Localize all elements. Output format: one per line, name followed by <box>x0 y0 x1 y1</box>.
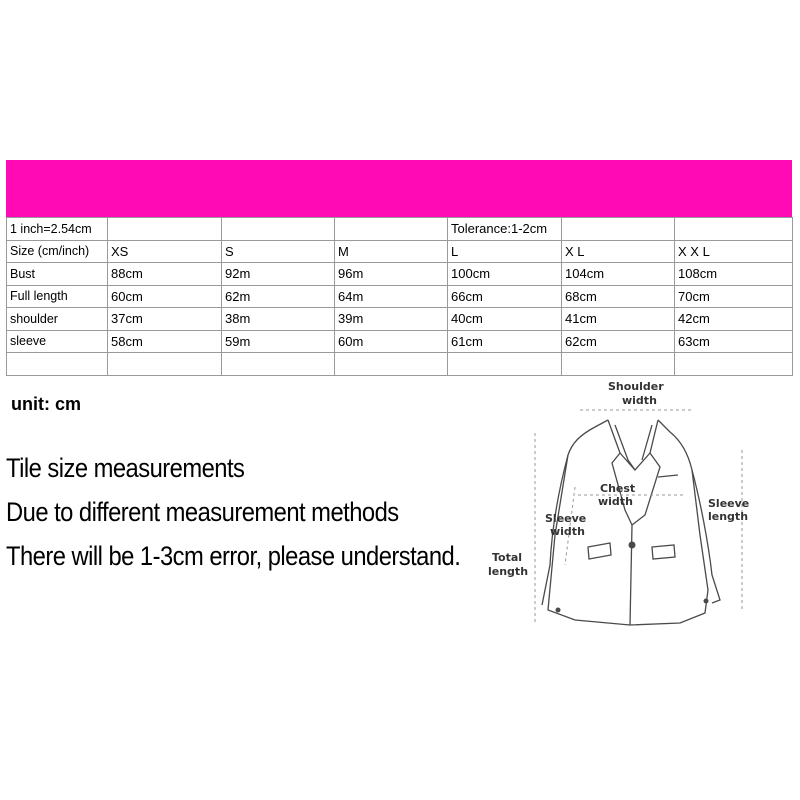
empty-cell <box>335 353 448 376</box>
empty-cell <box>222 218 335 241</box>
table-cell: 92m <box>222 263 335 286</box>
table-cell: 58cm <box>108 330 222 353</box>
empty-cell <box>108 353 222 376</box>
table-cell: 42cm <box>675 308 793 331</box>
header-cell: X L <box>562 240 675 263</box>
table-cell: 59m <box>222 330 335 353</box>
row-label: Full length <box>7 285 108 308</box>
tolerance-note: Tolerance:1-2cm <box>448 218 562 241</box>
table-cell: 38m <box>222 308 335 331</box>
sleeve-width-label-1: Sleeve <box>545 512 587 525</box>
note-line: There will be 1-3cm error, please understand. <box>6 541 461 571</box>
table-row <box>7 285 793 308</box>
notes-block <box>6 446 460 578</box>
button-icon <box>704 599 709 604</box>
table-cell: 60cm <box>108 285 222 308</box>
row-label: Bust <box>7 263 108 286</box>
table-cell: 41cm <box>562 308 675 331</box>
header-cell: M <box>335 240 448 263</box>
table-cell: 61cm <box>448 330 562 353</box>
header-cell: S <box>222 240 335 263</box>
table-cell: 60m <box>335 330 448 353</box>
table-row <box>7 308 793 331</box>
header-cell: Size (cm/inch) <box>7 240 108 263</box>
row-label: sleeve <box>7 330 108 353</box>
empty-cell <box>562 353 675 376</box>
empty-cell <box>222 353 335 376</box>
table-cell: 62cm <box>562 330 675 353</box>
table-cell: 108cm <box>675 263 793 286</box>
table-cell: 68cm <box>562 285 675 308</box>
empty-cell <box>562 218 675 241</box>
empty-cell <box>7 353 108 376</box>
table-cell: 63cm <box>675 330 793 353</box>
conversion-note: 1 inch=2.54cm <box>7 218 108 241</box>
note-line: Due to different measurement methods <box>6 497 399 527</box>
table-cell: 100cm <box>448 263 562 286</box>
total-length-label-2: length <box>488 565 529 578</box>
table-cell: 39m <box>335 308 448 331</box>
note-line: Tile size measurements <box>6 453 245 483</box>
button-icon <box>556 608 561 613</box>
header-cell: XS <box>108 240 222 263</box>
shoulder-width-label-2: width <box>622 394 657 407</box>
row-label: shoulder <box>7 308 108 331</box>
size-chart-table <box>6 217 793 376</box>
table-cell: 104cm <box>562 263 675 286</box>
empty-row <box>7 353 793 376</box>
table-cell: 88cm <box>108 263 222 286</box>
table-cell: 37cm <box>108 308 222 331</box>
sleeve-length-label-2: length <box>708 510 749 523</box>
table-cell: 70cm <box>675 285 793 308</box>
total-length-label-1: Total <box>492 551 523 564</box>
table-cell: 64m <box>335 285 448 308</box>
pink-banner <box>6 160 792 217</box>
jacket-measurement-diagram <box>480 375 770 640</box>
table-cell: 62m <box>222 285 335 308</box>
table-cell: 40cm <box>448 308 562 331</box>
shoulder-width-label-1: Shoulder <box>608 380 664 393</box>
sleeve-length-label-1: Sleeve <box>708 497 750 510</box>
jacket-illustration <box>480 375 770 640</box>
info-row <box>7 218 793 241</box>
header-cell: X X L <box>675 240 793 263</box>
empty-cell <box>108 218 222 241</box>
empty-cell <box>675 218 793 241</box>
empty-cell <box>448 353 562 376</box>
empty-cell <box>335 218 448 241</box>
table-row <box>7 263 793 286</box>
chest-width-label-2: width <box>598 495 633 508</box>
table-cell: 66cm <box>448 285 562 308</box>
header-cell: L <box>448 240 562 263</box>
table-cell: 96m <box>335 263 448 286</box>
empty-cell <box>675 353 793 376</box>
button-icon <box>629 542 636 549</box>
chest-width-label-1: Chest <box>600 482 636 495</box>
unit-label: unit: cm <box>11 394 81 414</box>
header-row <box>7 240 793 263</box>
table-row <box>7 330 793 353</box>
sleeve-width-label-2: width <box>550 525 585 538</box>
